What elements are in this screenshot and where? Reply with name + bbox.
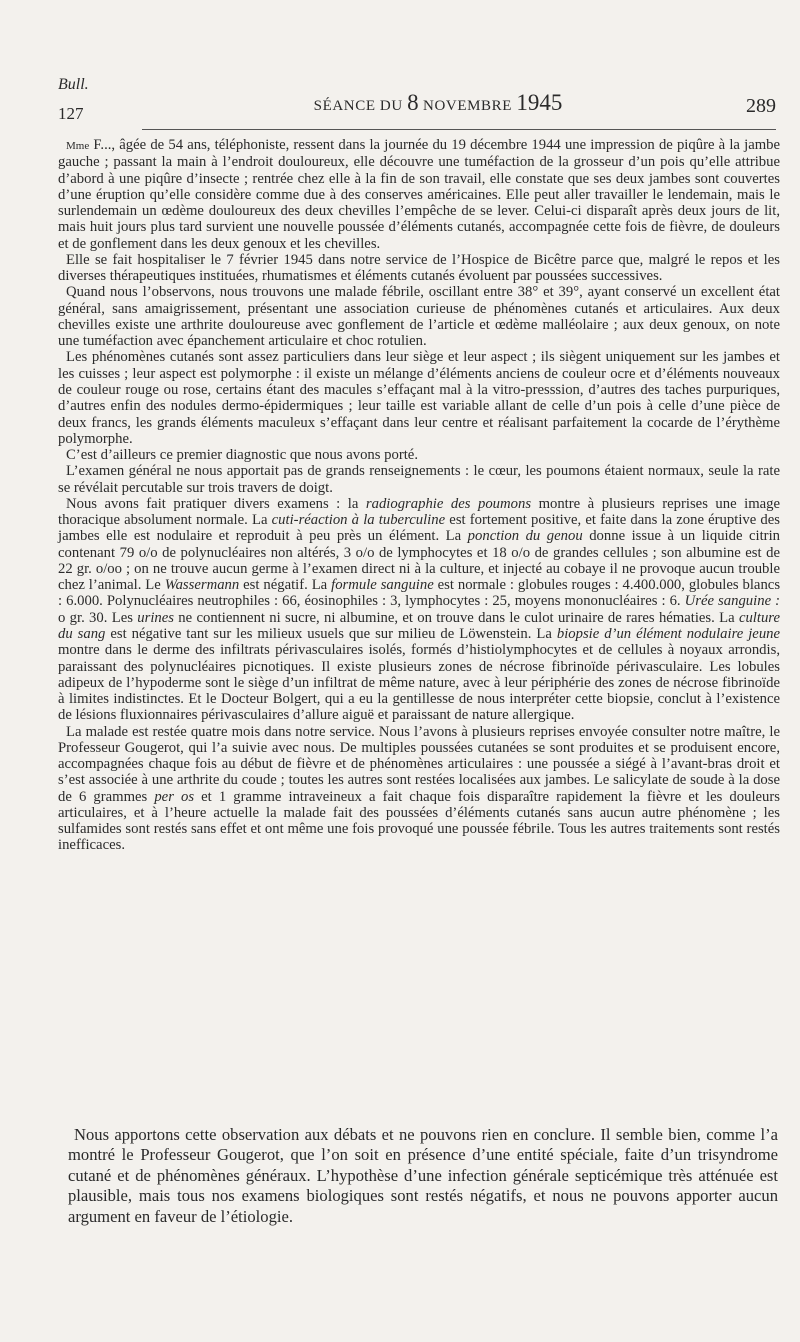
text-run: montre à plusieurs reprises une image thoracique absolument normale. La <box>58 495 781 529</box>
paragraph-diagnosis: C’est d’ailleurs ce premier diagnostic que nous avons porté. <box>66 447 418 464</box>
paragraph-case-history <box>58 137 780 252</box>
text-run: ne contiennent ni sucre, ni albumine, et on trouve dans le culot urinaire de rares hématies. La <box>178 609 735 626</box>
italic-term: biopsie d’un élément nodulaire jeune <box>556 625 781 642</box>
text-run: et 1 gramme intraveineux a fait chaque fois disparaître rapidement la fièvre et les douleurs articulaires, et à l’heure actuelle la malade fait des poussées d’éléments cutanés sans aucun autre phénomène ; les sulfamides sont restés sans effet et ont même une fois provoqué une poussée fébrile. Tous les autres traitements sont restés inefficaces. <box>58 788 781 854</box>
italic-term: Wassermann <box>164 577 240 594</box>
italic-term: radiographie des poumons <box>365 495 532 512</box>
text-run: o gr. 30. Les <box>58 609 133 626</box>
paragraph-skin-findings: Les phénomènes cutanés sont assez particuliers dans leur siège et leur aspect ; ils siègent uniquement sur les jambes et les cuisses ; leur aspect est polymorphe : il existe un mélange d’éléments anciens de couleur ocre et d’éléments nouveaux de couleur rouge ou rose, certains étant des macules s’effaçant mal à la vitro-presssion, d’autres des taches purpuriques, d’autres enfin des nodules dermo-épidermiques ; leur taille est variable allant de celle d’un pois à celle d’une pièce de deux francs, les grands éléments maculeux s’effaçant dans leur centre et réalisant parfaitement la cocarde de l’érythème polymorphe. <box>58 349 780 447</box>
text-run: montre dans le derme des infiltrats périvasculaires isolés, formés d’histiolymphocytes et de cellules à noyaux arrondis, paraissant des polynucléaires picnotiques. Il existe plusieurs zones de nécrose fibrinoïde périvasculaire. Les lobules adipeux de l’hypoderme sont le siège d’un infiltrat de même nature, avec à leur périphérie des zones de nécrose fibrinoïde à limites indistinctes. Et le Docteur Bolgert, qui a eu la gentillesse de nous interpréter cette biopsie, conclut à l’existence de lésions fluxionnaires périvasculaires d’allure aiguë et paraissant de nature allergique. <box>58 642 780 724</box>
running-header <box>258 90 618 116</box>
conclusion <box>68 1125 778 1227</box>
bulletin-number: 127 <box>58 104 84 123</box>
text-run: La malade est restée quatre mois dans notre service. Nous l’avons à plusieurs reprises envoyée consulter notre maître, le Professeur Gougerot, qui l’a suivie avec nous. De multiples poussées cutanées se sont produites et se produisent encore, accompagnées chaque fois au début de fièvre et de phénomènes articulaires : une poussée a siégé à l’avant-bras droit et s’est associée à une arthrite du coude ; toutes les autres sont restées localisées aux jambes. Le salicylate de soude à la dose de 6 grammes <box>58 723 780 805</box>
paragraph-hospitalisation: Elle se fait hospitaliser le 7 février 1945 dans notre service de l’Hospice de Bicêtre parce que, malgré le repos et les diverses thérapeutiques instituées, rhumatismes et éléments cutanés évoluent par poussées successives. <box>58 251 780 285</box>
paragraph-evolution <box>58 724 780 854</box>
text-run: donne issue à un liquide citrin contenant 79 o/o de polynucléaires non altérés, 3 o/o de lymphocytes et 18 o/o de grandes cellules ; son albumine est de 22 gr. o/oo ; on ne trouve aucun germe à l’examen direct ni à la culture, et injecté au cobaye il ne provoque aucun trouble chez l’animal. Le <box>58 528 780 594</box>
text-run: est normale : globules rouges : 4.400.000, globules blancs : 6.000. Polynucléaires neutrophiles : 66, éosinophiles : 3, lymphocytes : 25, moyens mononucléaires : 6. <box>58 577 781 610</box>
paragraph-general-exam: L’examen général ne nous apportait pas de grands renseignements : le cœur, les poumons étaient normaux, seule la rate se révélait percutable sur trois travers de doigt. <box>58 463 780 496</box>
italic-term: culture du sang <box>58 609 780 642</box>
paragraph-lab-results <box>58 496 780 724</box>
italic-term: ponction du genou <box>467 528 583 545</box>
paragraph-1-text: F..., âgée de 54 ans, téléphoniste, ressent dans la journée du 19 décembre 1944 une impression de piqûre à la jambe gauche ; passant la main à l’endroit douloureux, elle découvre une tuméfaction de la grosseur d’un pois qu’elle attribue d’abord à une piqûre d’insecte ; rentrée chez elle à la fin de son travail, elle constate que ses deux jambes sont couvertes d’une éruption qu’elle considère comme due à des conserves américaines. Elle peut aller travailler le lendemain, mais le surlendemain un œdème douloureux des deux chevilles l’empêche de se lever. Celui-ci disparaît après deux jours de lit, mais huit jours plus tard survient une nouvelle poussée d’éléments cutanés, accompagnée cette fois de fièvre, de douleurs et de gonflement dans les deux genoux et les chevilles. <box>58 137 780 252</box>
italic-term: cuti-réaction à la tuberculine <box>271 512 446 529</box>
text-run: est négative tant sur les milieux usuels que sur milieu de Löwenstein. La <box>110 625 552 642</box>
header-rule <box>142 129 776 130</box>
text-run: est négatif. La <box>243 577 328 594</box>
title-abbreviation: Mme <box>66 140 90 152</box>
italic-term: Urée sanguine : <box>684 593 781 610</box>
text-run: est fortement positive, et faite dans la zone éruptive des jambes elle est nodulaire et reproduit à peu près un élément. La <box>58 512 781 545</box>
page-number: 289 <box>746 95 776 117</box>
page <box>58 0 780 1342</box>
running-day: 8 <box>407 90 419 115</box>
journal-abbreviation: Bull. <box>58 76 89 93</box>
text-run: Nous avons fait pratiquer divers examens : la <box>66 495 359 512</box>
running-prefix: SÉANCE DU <box>313 98 403 114</box>
italic-term: formule sanguine <box>331 577 434 594</box>
running-month: NOVEMBRE <box>423 98 512 114</box>
running-year: 1945 <box>516 90 563 115</box>
italic-term: per os <box>154 788 195 805</box>
paragraph-examination: Quand nous l’observons, nous trouvons une malade fébrile, oscillant entre 38° et 39°, ayant conservé un excellent état général, sans amaigrissement, présentant une association curieuse de phénomènes cutanés et articulaires. Aux deux chevilles existe une arthrite douloureuse avec gonflement de l’article et œdème malléolaire ; aux deux genoux, on note une tuméfaction avec épanchement articulaire et choc rotulien. <box>58 284 780 350</box>
case-report-body <box>58 137 780 854</box>
conclusion-paragraph: Nous apportons cette observation aux débats et ne pouvons rien en conclure. Il semble bien, comme l’a montré le Professeur Gougerot, que l’on soit en présence d’une entité spéciale, faite d’un trisyndrome cutané et de phénomènes généraux. L’hypothèse d’une infection générale septicémique très atténuée est plausible, mais tous nos examens biologiques sont restés négatifs, et nous ne pouvons apporter aucun argument en faveur de l’étiologie. <box>68 1125 778 1226</box>
italic-term: urines <box>137 609 174 626</box>
